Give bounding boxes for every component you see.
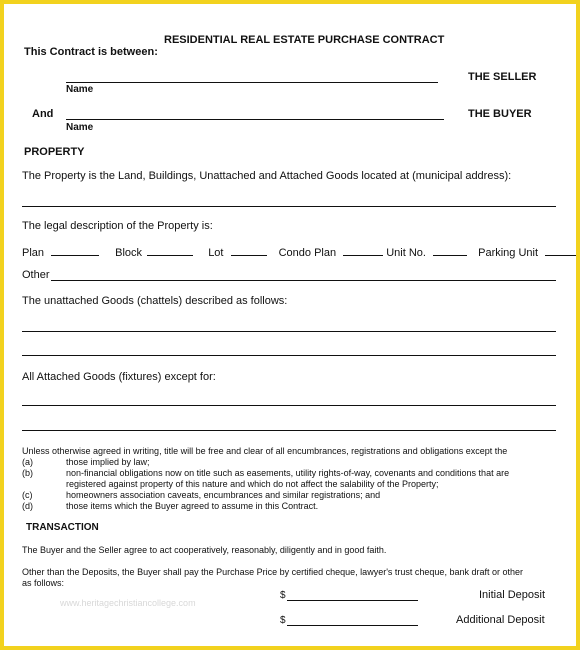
attached-goods-field-2[interactable] — [22, 430, 556, 431]
lot-field[interactable] — [231, 244, 267, 256]
unattached-goods-field-1[interactable] — [22, 331, 556, 332]
unattached-goods-label: The unattached Goods (chattels) described as follows: — [22, 295, 288, 307]
block-label: Block — [115, 247, 143, 259]
additional-deposit-currency: $ — [280, 615, 286, 626]
watermark-text: www.heritagechristiancollege.com — [60, 598, 196, 608]
parking-unit-field[interactable] — [545, 244, 576, 256]
address-field[interactable] — [22, 206, 556, 207]
additional-deposit-field[interactable] — [287, 625, 418, 626]
cooperate-text: The Buyer and the Seller agree to act cooperatively, reasonably, diligently and in good faith. — [22, 545, 387, 555]
legal-fields-row — [22, 244, 576, 259]
initial-deposit-currency: $ — [280, 590, 286, 601]
contract-title: RESIDENTIAL REAL ESTATE PURCHASE CONTRACT — [164, 34, 445, 46]
buyer-name-label: Name — [66, 122, 94, 133]
condo-plan-label: Condo Plan — [278, 247, 337, 259]
clause-b-text-1: non-financial obligations now on title such as easements, utility rights-of-way, covenants and conditions that are — [66, 468, 510, 478]
clause-b-text-2: registered against property of this nature and which do not affect the salability of the Property; — [66, 479, 439, 489]
title-clause-intro: Unless otherwise agreed in writing, title will be free and clear of all encumbrances, registrations and obligations except the — [22, 446, 508, 456]
plan-field[interactable] — [51, 244, 99, 256]
clause-marker-c: (c) — [22, 490, 33, 500]
clause-marker-d: (d) — [22, 501, 33, 511]
block-field[interactable] — [147, 244, 193, 256]
other-field[interactable] — [51, 280, 556, 281]
seller-name-label: Name — [66, 84, 94, 95]
unit-no-label: Unit No. — [386, 247, 426, 259]
clause-c-text: homeowners association caveats, encumbrances and similar registrations; and — [66, 490, 381, 500]
clause-marker-b: (b) — [22, 468, 33, 478]
attached-goods-label: All Attached Goods (fixtures) except for: — [22, 371, 216, 383]
property-heading: PROPERTY — [24, 146, 85, 158]
attached-goods-field-1[interactable] — [22, 405, 556, 406]
seller-label: THE SELLER — [468, 71, 537, 83]
clause-d-text: those items which the Buyer agreed to assume in this Contract. — [66, 501, 319, 511]
additional-deposit-label: Additional Deposit — [456, 614, 545, 626]
unit-no-field[interactable] — [433, 244, 467, 256]
initial-deposit-label: Initial Deposit — [479, 589, 546, 601]
plan-label: Plan — [22, 247, 45, 259]
legal-description-label: The legal description of the Property is: — [22, 220, 213, 232]
initial-deposit-field[interactable] — [287, 600, 418, 601]
unattached-goods-field-2[interactable] — [22, 355, 556, 356]
buyer-label: THE BUYER — [468, 108, 532, 120]
other-label: Other — [22, 269, 50, 281]
property-address-text: The Property is the Land, Buildings, Unattached and Attached Goods located at (municipal address): — [22, 170, 512, 182]
clause-a-text: those implied by law; — [66, 457, 150, 467]
clause-marker-a: (a) — [22, 457, 33, 467]
payment-text-2: as follows: — [22, 578, 65, 588]
contract-page — [4, 4, 576, 646]
buyer-name-field[interactable] — [66, 119, 444, 120]
parking-unit-label: Parking Unit — [478, 247, 539, 259]
and-label: And — [32, 108, 54, 120]
seller-name-field[interactable] — [66, 82, 438, 83]
between-label: This Contract is between: — [24, 46, 158, 58]
condo-plan-field[interactable] — [343, 244, 383, 256]
transaction-heading: TRANSACTION — [26, 522, 99, 533]
lot-label: Lot — [208, 247, 224, 259]
payment-text-1: Other than the Deposits, the Buyer shall pay the Purchase Price by certified cheque, lawyer's trust cheque, bank draft or other — [22, 567, 523, 577]
